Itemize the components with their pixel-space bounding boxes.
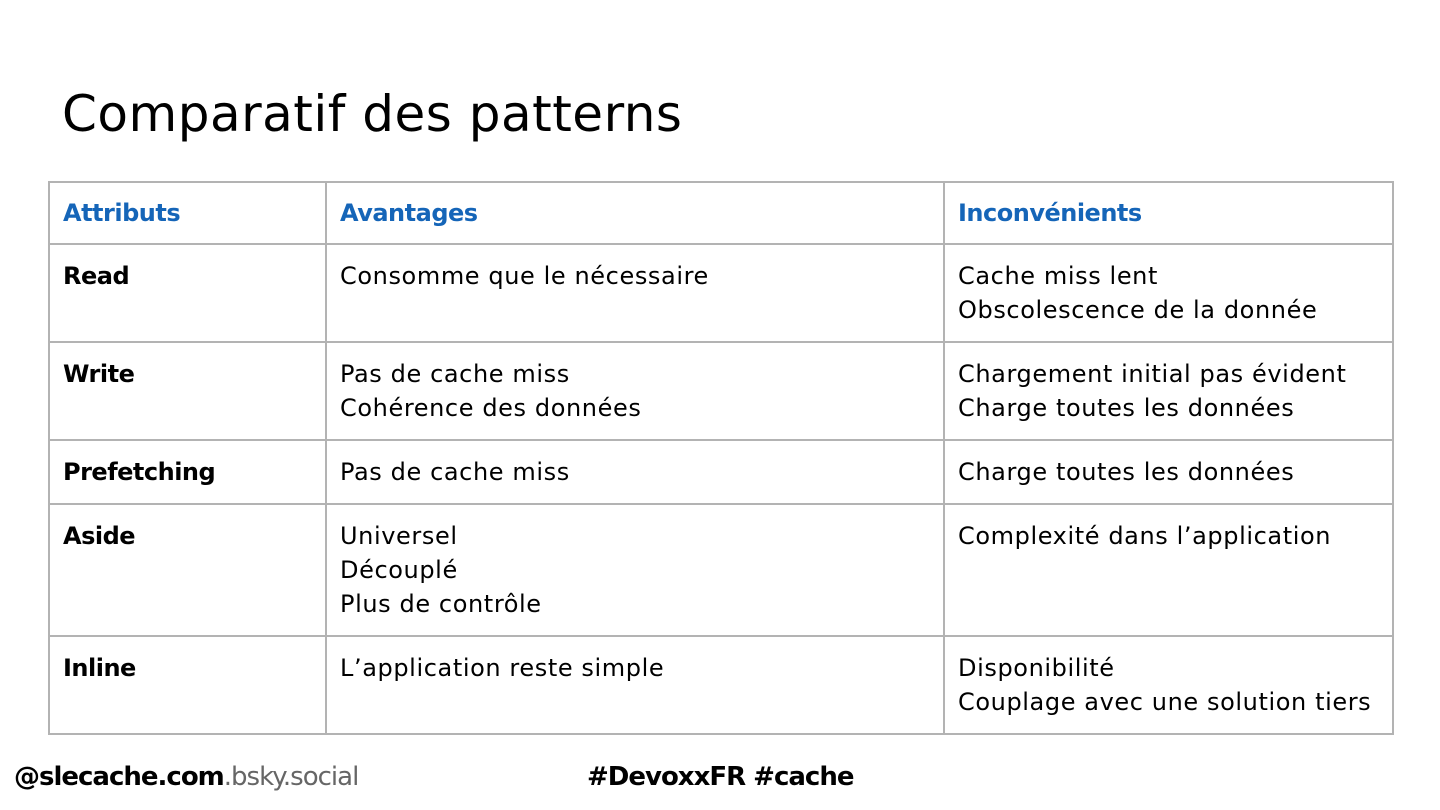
inconvenient-line: Couplage avec une solution tiers [958,688,1372,716]
inconvenient-line: Charge toutes les données [958,394,1295,422]
avantage-line: Cohérence des données [340,394,642,422]
table-row [49,504,1393,636]
row-avantages [326,244,944,342]
patterns-comparison-table [48,181,1394,735]
table-row [49,636,1393,734]
header-avantages: Avantages [326,182,944,244]
avantage-line: Découplé [340,556,458,584]
table-row [49,342,1393,440]
row-attribut: Prefetching [49,440,326,504]
row-inconvenients [944,504,1393,636]
avantage-line: Universel [340,522,458,550]
handle-suffix: .bsky.social [223,762,359,792]
row-inconvenients [944,342,1393,440]
inconvenient-line: Disponibilité [958,654,1115,682]
row-attribut: Write [49,342,326,440]
avantage-line: Plus de contrôle [340,590,542,618]
row-avantages [326,504,944,636]
avantage-line: Consomme que le nécessaire [340,262,709,290]
inconvenient-line: Charge toutes les données [958,458,1295,486]
inconvenient-line: Chargement initial pas évident [958,360,1347,388]
header-inconvenients: Inconvénients [944,182,1393,244]
row-inconvenients [944,636,1393,734]
row-avantages [326,342,944,440]
row-attribut: Aside [49,504,326,636]
footer-social-handle [14,762,358,792]
inconvenient-line: Complexité dans l’application [958,522,1332,550]
slide-title: Comparatif des patterns [62,85,683,143]
footer-hashtags: #DevoxxFR #cache [587,762,854,792]
row-avantages [326,440,944,504]
handle-main: @slecache.com [14,762,224,792]
avantage-line: L’application reste simple [340,654,665,682]
row-attribut: Inline [49,636,326,734]
avantage-line: Pas de cache miss [340,458,570,486]
avantage-line: Pas de cache miss [340,360,570,388]
table-header-row [49,182,1393,244]
table-row [49,440,1393,504]
header-attributs: Attributs [49,182,326,244]
inconvenient-line: Cache miss lent [958,262,1159,290]
inconvenient-line: Obscolescence de la donnée [958,296,1318,324]
table-row [49,244,1393,342]
row-inconvenients [944,244,1393,342]
row-inconvenients [944,440,1393,504]
row-attribut: Read [49,244,326,342]
row-avantages [326,636,944,734]
